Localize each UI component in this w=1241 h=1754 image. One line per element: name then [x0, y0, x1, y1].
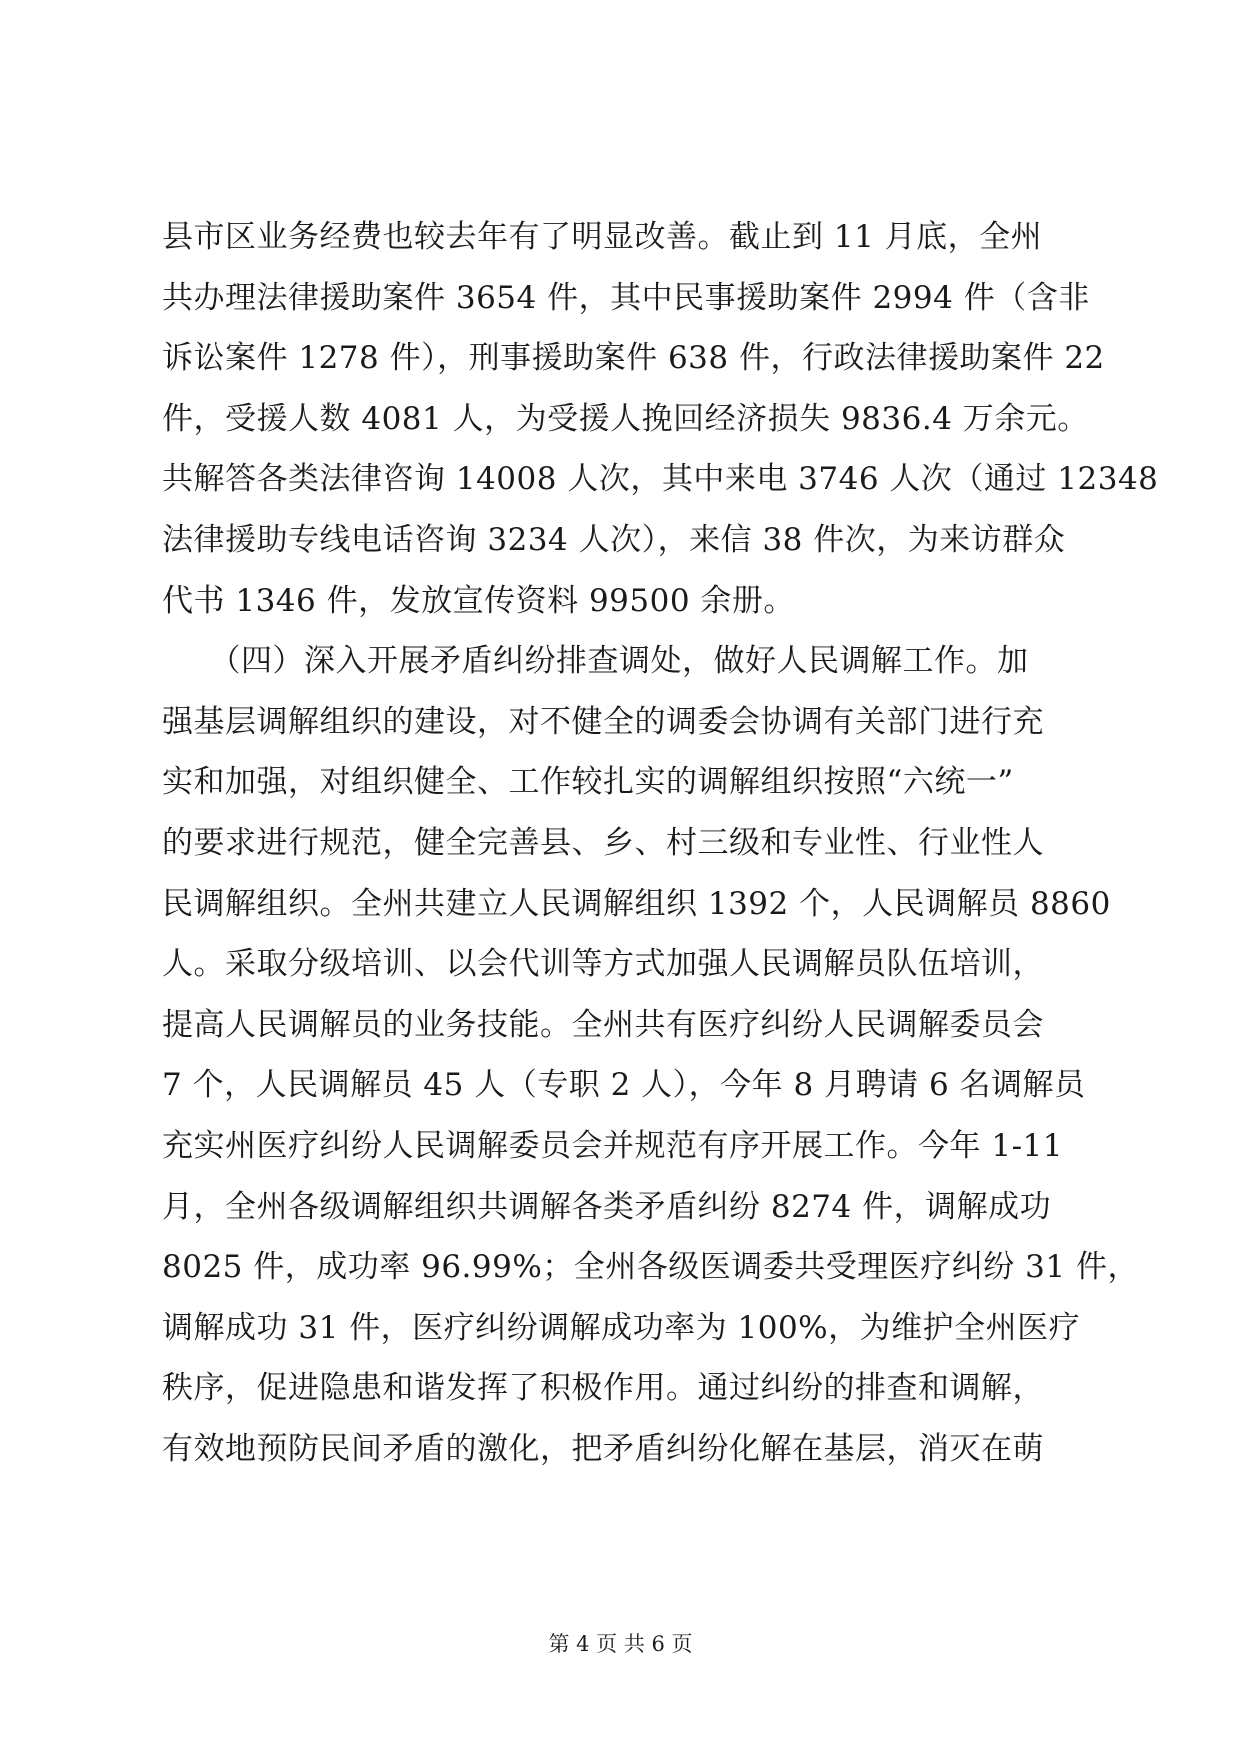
text-line: 充实州医疗纠纷人民调解委员会并规范有序开展工作。今年 1-11 [162, 1127, 1063, 1164]
text-line: 代书 1346 件，发放宣传资料 99500 余册。 [162, 582, 795, 619]
text-line: 共办理法律援助案件 3654 件，其中民事援助案件 2994 件（含非 [162, 279, 1090, 316]
body-text [162, 207, 1159, 1479]
text-line: 强基层调解组织的建设，对不健全的调委会协调有关部门进行充 [162, 703, 1044, 740]
text-line: 人。采取分级培训、以会代训等方式加强人民调解员队伍培训， [162, 946, 1044, 983]
text-line: 有效地预防民间矛盾的激化，把矛盾纠纷化解在基层，消灭在萌 [162, 1430, 1044, 1467]
text-line: 8025 件，成功率 96.99%；全州各级医调委共受理医疗纠纷 31 件， [162, 1249, 1139, 1286]
text-line: 共解答各类法律咨询 14008 人次，其中来电 3746 人次（通过 12348 [162, 461, 1159, 498]
text-line: 7 个，人民调解员 45 人（专职 2 人），今年 8 月聘请 6 名调解员 [162, 1067, 1086, 1104]
text-line: 秩序，促进隐患和谐发挥了积极作用。通过纠纷的排查和调解， [162, 1370, 1044, 1407]
text-line: 诉讼案件 1278 件），刑事援助案件 638 件，行政法律援助案件 22 [162, 340, 1105, 377]
text-line: 民调解组织。全州共建立人民调解组织 1392 个，人民调解员 8860 [162, 885, 1111, 922]
text-line: 调解成功 31 件，医疗纠纷调解成功率为 100%，为维护全州医疗 [162, 1309, 1081, 1346]
text-line: 的要求进行规范，健全完善县、乡、村三级和专业性、行业性人 [162, 824, 1044, 861]
text-line: 件，受援人数 4081 人，为受援人挽回经济损失 9836.4 万余元。 [162, 400, 1089, 437]
text-line: 实和加强，对组织健全、工作较扎实的调解组织按照“六统一” [162, 764, 1014, 801]
text-line: 月，全州各级调解组织共调解各类矛盾纠纷 8274 件，调解成功 [162, 1188, 1052, 1225]
text-line: 提高人民调解员的业务技能。全州共有医疗纠纷人民调解委员会 [162, 1006, 1044, 1043]
page-number-footer: 第 4 页 共 6 页 [548, 1632, 693, 1656]
text-line: 法律援助专线电话咨询 3234 人次），来信 38 件次，为来访群众 [162, 521, 1066, 558]
text-line: （四）深入开展矛盾纠纷排查调处，做好人民调解工作。加 [162, 643, 1029, 680]
text-line: 县市区业务经费也较去年有了明显改善。截止到 11 月底，全州 [162, 219, 1043, 255]
